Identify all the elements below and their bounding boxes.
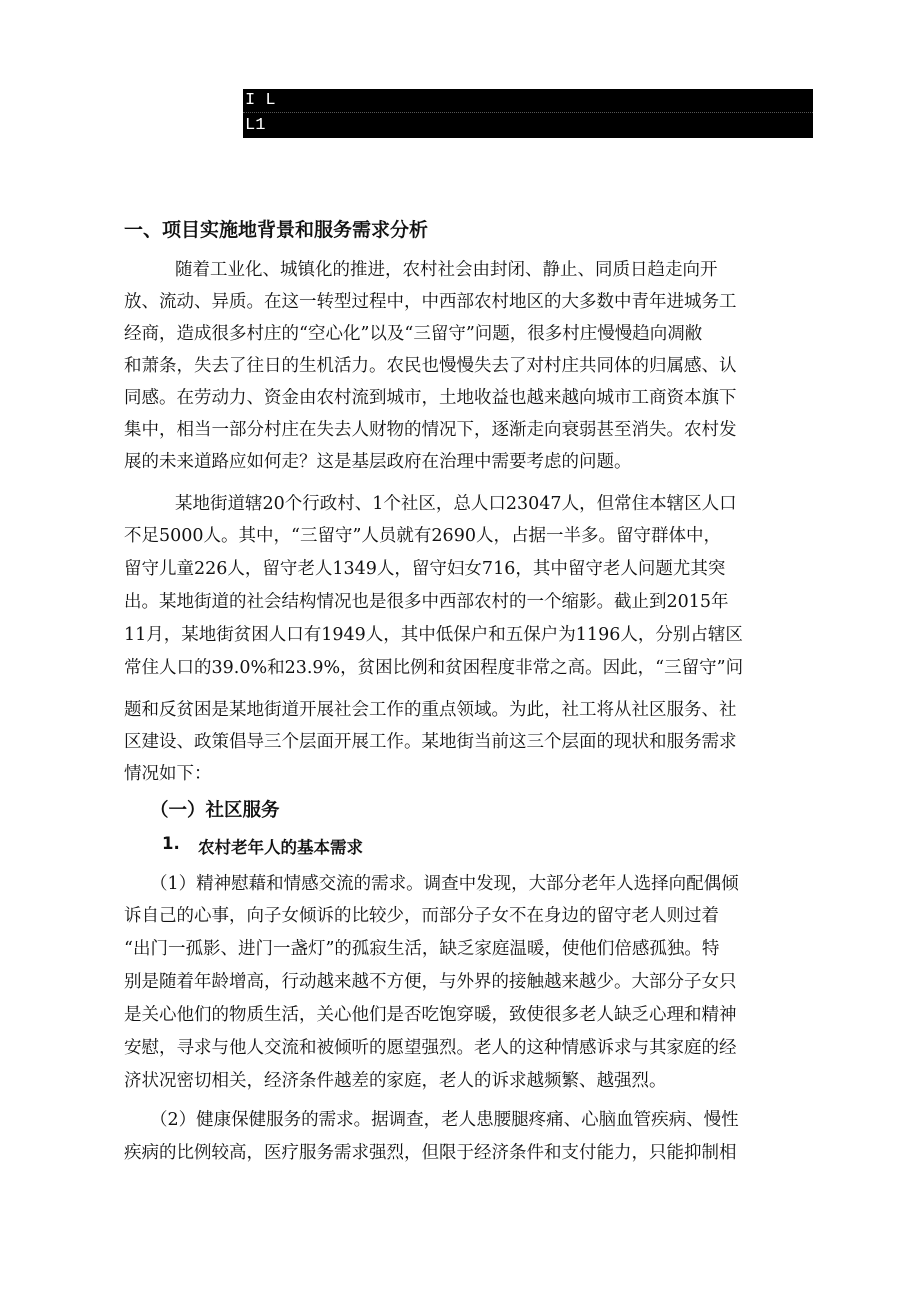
para1-line: 集中，相当一部分村庄在失去人财物的情况下，逐渐走向衰弱甚至消失。农村发 (124, 420, 737, 440)
para1-line: 随着工业化、城镇化的推进，农村社会由封闭、静止、同质日趋走向开 (175, 260, 718, 280)
para2-line: 留守儿童226人，留守老人1349人，留守妇女716，其中留守老人问题尤其突 (124, 559, 726, 579)
subsection-1-title: 农村老年人的基本需求 (198, 838, 363, 857)
para3-line: 是关心他们的物质生活，关心他们是否吃饱穿暖，致使很多老人缺乏心理和精神 (124, 1005, 737, 1025)
para4-line: （2）健康保健服务的需求。据调查，老人患腰腿疼痛、心脑血管疾病、慢性 (150, 1110, 739, 1130)
para3-line: 济状况密切相关，经济条件越差的家庭，老人的诉求越频繁、越强烈。 (124, 1071, 667, 1091)
para3-line: 别是随着年龄增高，行动越来越不方便，与外界的接触越来越少。大部分子女只 (124, 972, 737, 992)
para2-line: 不足5000人。其中，“三留守”人员就有2690人，占据一半多。留守群体中， (124, 526, 721, 546)
para2-line: 情况如下： (124, 764, 212, 784)
section-title: 一、项目实施地背景和服务需求分析 (124, 219, 429, 241)
para3-line: 安慰，寻求与他人交流和被倾听的愿望强烈。老人的这种情感诉求与其家庭的经 (124, 1038, 737, 1058)
para2-line: 11月，某地街贫困人口有1949人，其中低保户和五保户为1196人，分别占辖区 (124, 625, 743, 645)
subsection-title: （一）社区服务 (150, 800, 280, 821)
header-line-1: I L (243, 89, 813, 113)
para1-line: 展的未来道路应如何走？这是基层政府在治理中需要考虑的问题。 (124, 452, 632, 472)
para2-line: 某地街道辖20个行政村、1个社区，总人口23047人，但常住本辖区人口 (175, 494, 737, 514)
para2-line: 区建设、政策倡导三个层面开展工作。某地街当前这三个层面的现状和服务需求 (124, 732, 737, 752)
header-line-2: L1 (245, 116, 266, 135)
para2-line: 出。某地街道的社会结构情况也是很多中西部农村的一个缩影。截止到2015年 (124, 592, 729, 612)
subsection-number: 1. (162, 834, 180, 853)
para1-line: 和萧条，失去了往日的生机活力。农民也慢慢失去了对村庄共同体的归属感、认 (124, 356, 737, 376)
para2-line: 题和反贫困是某地街道开展社会工作的重点领域。为此，社工将从社区服务、社 (124, 700, 737, 720)
header-redacted-block (243, 89, 813, 138)
para1-line: 同感。在劳动力、资金由农村流到城市，土地收益也越来越向城市工商资本旗下 (124, 388, 737, 408)
para4-line: 疾病的比例较高，医疗服务需求强烈，但限于经济条件和支付能力，只能抑制相 (124, 1143, 737, 1163)
para3-line: “出门一孤影、进门一盏灯”的孤寂生活，缺乏家庭温暖，使他们倍感孤独。特 (124, 939, 720, 959)
para3-line: （1）精神慰藉和情感交流的需求。调查中发现，大部分老年人选择向配偶倾 (150, 874, 739, 894)
para1-line: 经商，造成很多村庄的“空心化”以及“三留守”问题，很多村庄慢慢趋向凋敝 (124, 324, 703, 344)
para3-line: 诉自己的心事，向子女倾诉的比较少，而部分子女不在身边的留守老人则过着 (124, 906, 719, 926)
para1-line: 放、流动、异质。在这一转型过程中，中西部农村地区的大多数中青年进城务工 (124, 292, 737, 312)
para2-line: 常住人口的39.0%和23.9%，贫困比例和贫困程度非常之高。因此，“三留守”问 (124, 658, 744, 678)
